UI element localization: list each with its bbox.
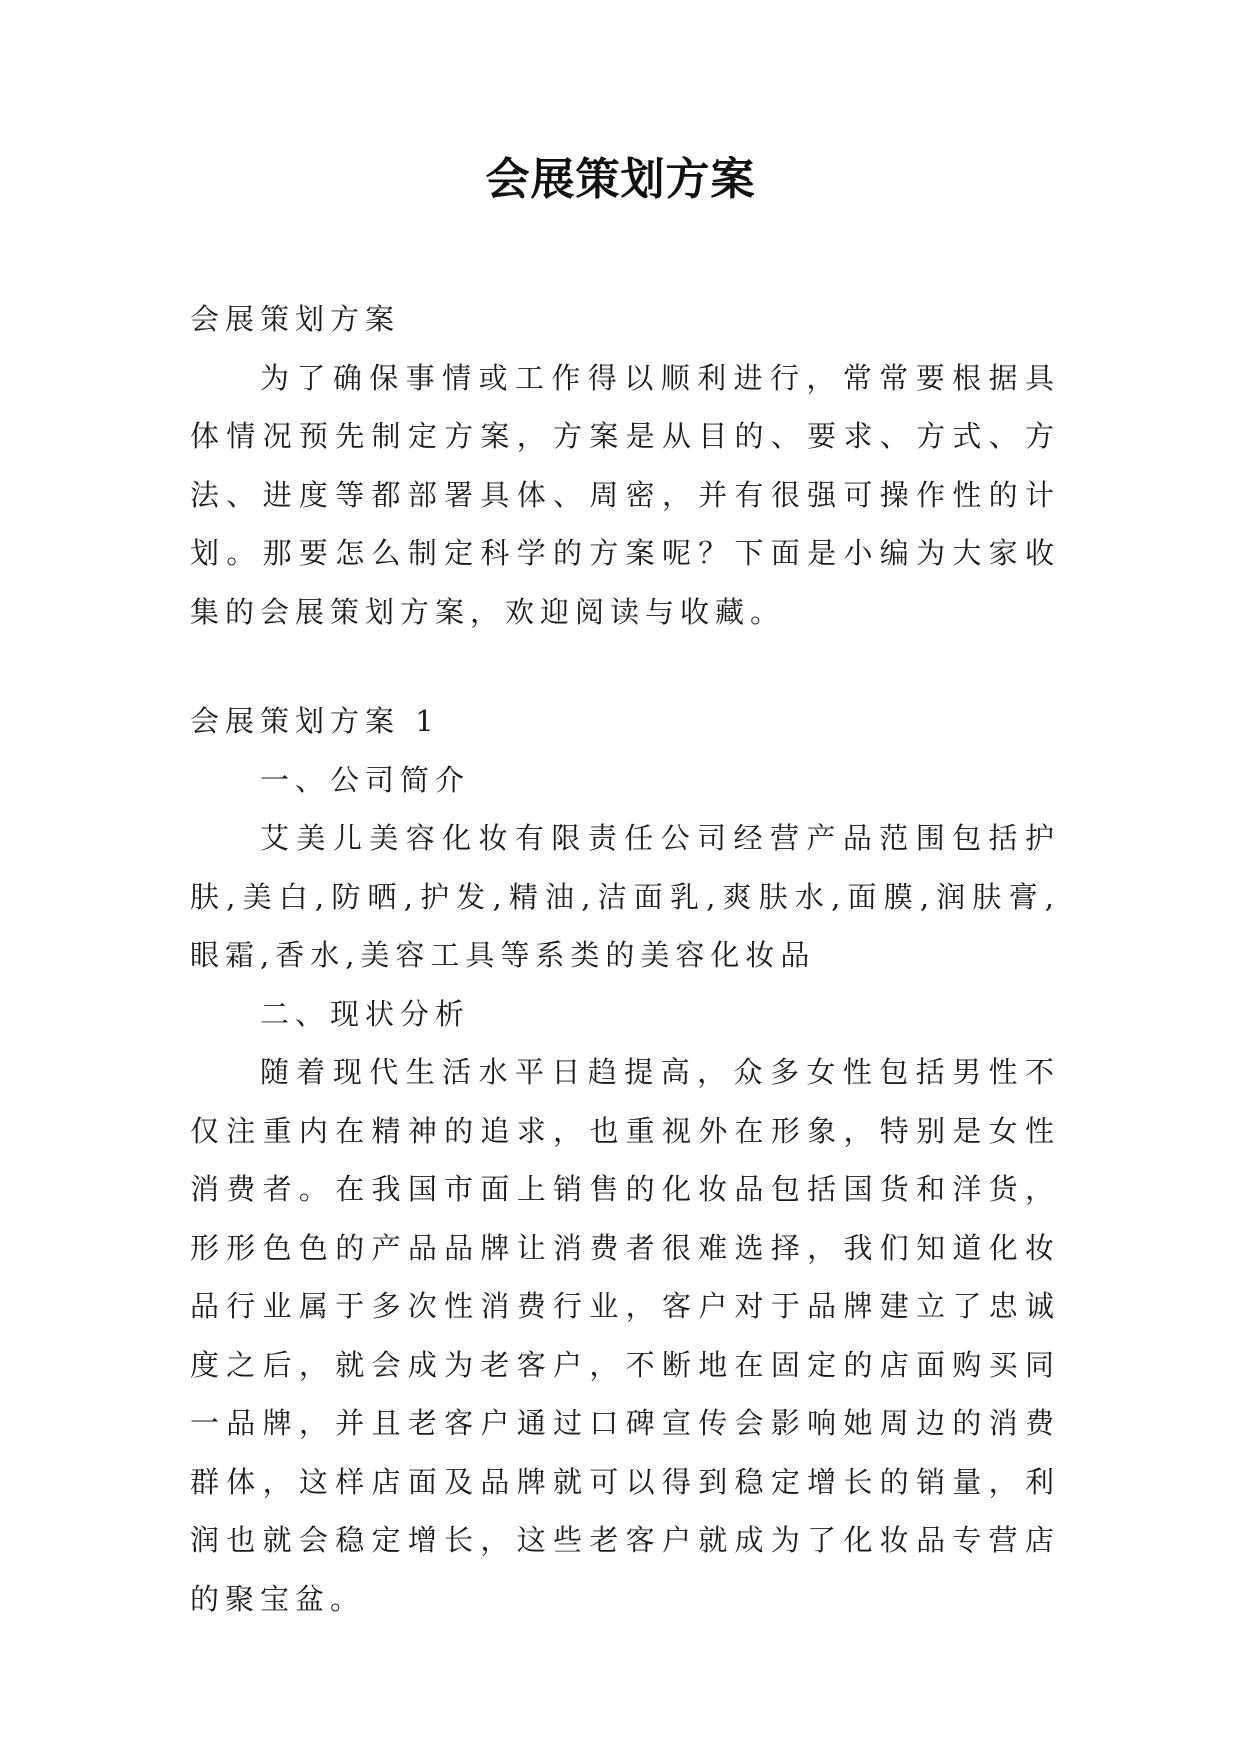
section1-heading: 一、公司简介 xyxy=(260,762,471,797)
intro-paragraph: 为了确保事情或工作得以顺利进行，常常要根据具体情况预先制定方案，方案是从目的、要求、方式、方法、进度等都部署具体、周密，并有很强可操作性的计划。那要怎么制定科学的方案呢？下面是小编为大家收集的会展策划方案，欢迎阅读与收藏。 xyxy=(190,360,1060,629)
section1-paragraph: 艾美儿美容化妆有限责任公司经营产品范围包括护肤,美白,防晒,护发,精油,洁面乳,爽肤水,面膜,润肤膏,眼霜,香水,美容工具等系类的美容化妆品 xyxy=(190,821,1060,972)
intro-heading: 会展策划方案 xyxy=(190,302,401,336)
plan1-heading: 会展策划方案 1 xyxy=(190,704,440,738)
section2-heading: 二、现状分析 xyxy=(260,996,471,1031)
section2-paragraph: 随着现代生活水平日趋提高，众多女性包括男性不仅注重内在精神的追求，也重视外在形象，特别是女性消费者。在我国市面上销售的化妆品包括国货和洋货，形形色色的产品品牌让消费者很难选择，我们知道化妆品行业属于多次性消费行业，客户对于品牌建立了忠诚度之后，就会成为老客户，不断地在固定的店面购买同一品牌，并且老客户通过口碑宣传会影响她周边的消费群体，这样店面及品牌就可以得到稳定增长的销量，利润也就会稳定增长，这些老客户就成为了化妆品专营店的聚宝盆。 xyxy=(190,1055,1060,1616)
document-title: 会展策划方案 xyxy=(485,154,756,205)
plan1-section xyxy=(190,692,1060,1628)
intro-section xyxy=(190,290,1060,641)
